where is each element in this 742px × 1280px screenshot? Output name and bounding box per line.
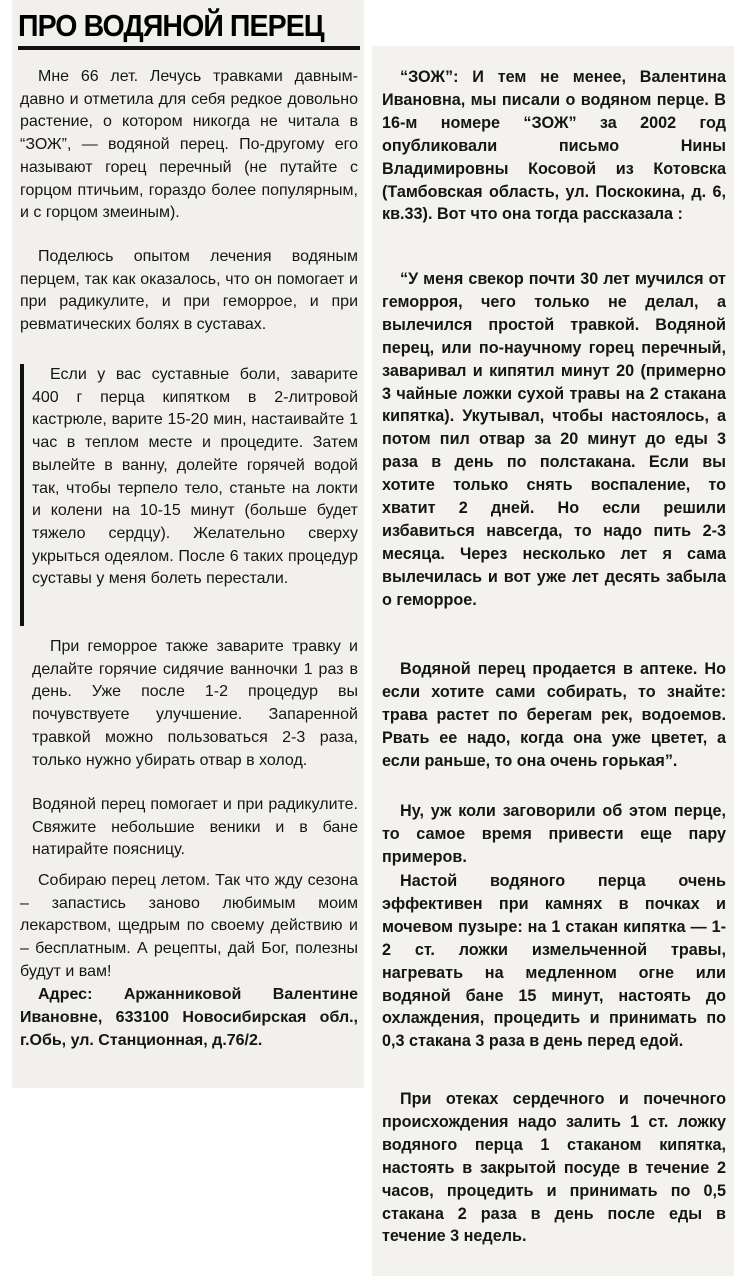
right-paragraph-examples: Ну, уж коли заговорили об этом перце, то самое время привести еще пару примеров. xyxy=(382,802,726,866)
author-address: Адрес: Аржанниковой Валентине Ивановне, 633100 Новосибирская обл., г.Обь, ул. Станционная, д.76/2. xyxy=(20,986,358,1049)
vertical-rule xyxy=(20,364,24,626)
left-paragraph-joints: Если у вас суставные боли, заварите 400 г перца кипятком в 2-литровой кастрюле, варите 15-20 мин, настаивайте 1 час в теплом месте и процедите. Затем вылейте в ванну, долейте горячей водой так, чтобы терпело тело, станьте на локти и колени на 10-15 минут (больше будет тяжело сердцу). Желательно сверху укрыться одеялом. После 6 таких процедур суставы у меня болеть перестали. xyxy=(32,366,358,588)
left-paragraph-radiculitis: Водяной перец помогает и при радикулите. Свяжите небольшие веники и в бане натирайте поясницу. xyxy=(32,796,358,859)
left-paragraph-hemorrhoids: При геморрое также заварите травку и делайте горячие сидячие ванночки 1 раз в день. Уже после 1-2 процедур вы почувствуете улучшение. Запаренной травкой можно пользоваться 2-3 раза, только нужно убирать отвар в холод. xyxy=(32,638,358,769)
article-headline: ПРО ВОДЯНОЙ ПЕРЕЦ xyxy=(18,8,324,43)
left-paragraph-collecting: Собираю перец летом. Так что жду сезона – запастись заново любимым моим лекарством, щедрым по своему действию и – бесплатным. А рецепты, дай Бог, полезны будут и вам! xyxy=(20,872,358,980)
right-paragraph-editorial: “ЗОЖ”: И тем не менее, Валентина Ивановна, мы писали о водяном перце. В 16-м номере “ЗОЖ” за 2002 год опубликовали письмо Нины Владимировны Косовой из Котовска (Тамбовская область, ул. Поскокина, д. 6, кв.33). Вот что она тогда рассказала : xyxy=(382,68,726,224)
left-paragraph-experience: Поделюсь опытом лечения водяным перцем, так как оказалось, что он помогает и при радикулите, и при геморрое, и при ревматических болях в суставах. xyxy=(20,248,358,334)
right-paragraph-kidney-stones: Настой водяного перца очень эффективен при камнях в почках и мочевом пузыре: на 1 стакан кипятка — 1-2 ст. ложки измельченной травы, нагревать на медленном огне или водяной бане 15 минут, настоять до охлаждения, процедить и принимать по 0,3 стакана 3 раза в день перед едой. xyxy=(382,872,726,1051)
right-paragraph-pharmacy: Водяной перец продается в аптеке. Но если хотите сами собирать, то знайте: трава растет по берегам рек, водоемов. Рвать ее надо, когда она уже цветет, а если раньше, то она очень горькая”. xyxy=(382,660,726,770)
right-paragraph-letter-quote: “У меня свекор почти 30 лет мучился от геморроя, чего только не делал, а вылечился простой травкой. Водяной перец, или по-научному горец перечный, заваривал и кипятил минут 20 (примерно 3 чайные ложки сухой травы на 2 стакана кипятка). Укутывал, чтобы настоялось, а потом пил отвар за 20 минут до еды 3 раза в день по полстакана. Если вы хотите только снять воспаление, то хватит 2 дней. Но если решили избавиться навсегда, то надо пить 2-3 месяца. Через несколько лет я сама вылечилась и вот уже лет десять забыла о геморрое. xyxy=(382,270,726,609)
headline-block xyxy=(18,6,360,50)
left-paragraph-intro: Мне 66 лет. Лечусь травками давным-давно и отметила для себя редкое довольно растение, о котором никогда не читала в “ЗОЖ”, — водяной перец. По-другому его называют горец перечный (не путайте с горцом птичьим, гораздо более популярным, и с горцом змеиным). xyxy=(20,68,358,222)
right-paragraph-edema: При отеках сердечного и почечного происхождения надо залить 1 ст. ложку водяного перца 1 стаканом кипятка, настоять в закрытой посуде в течение 2 часов, процедить и принимать по 0,5 стакана 2 раза в день после еды в течение 3 недель. xyxy=(382,1090,726,1246)
